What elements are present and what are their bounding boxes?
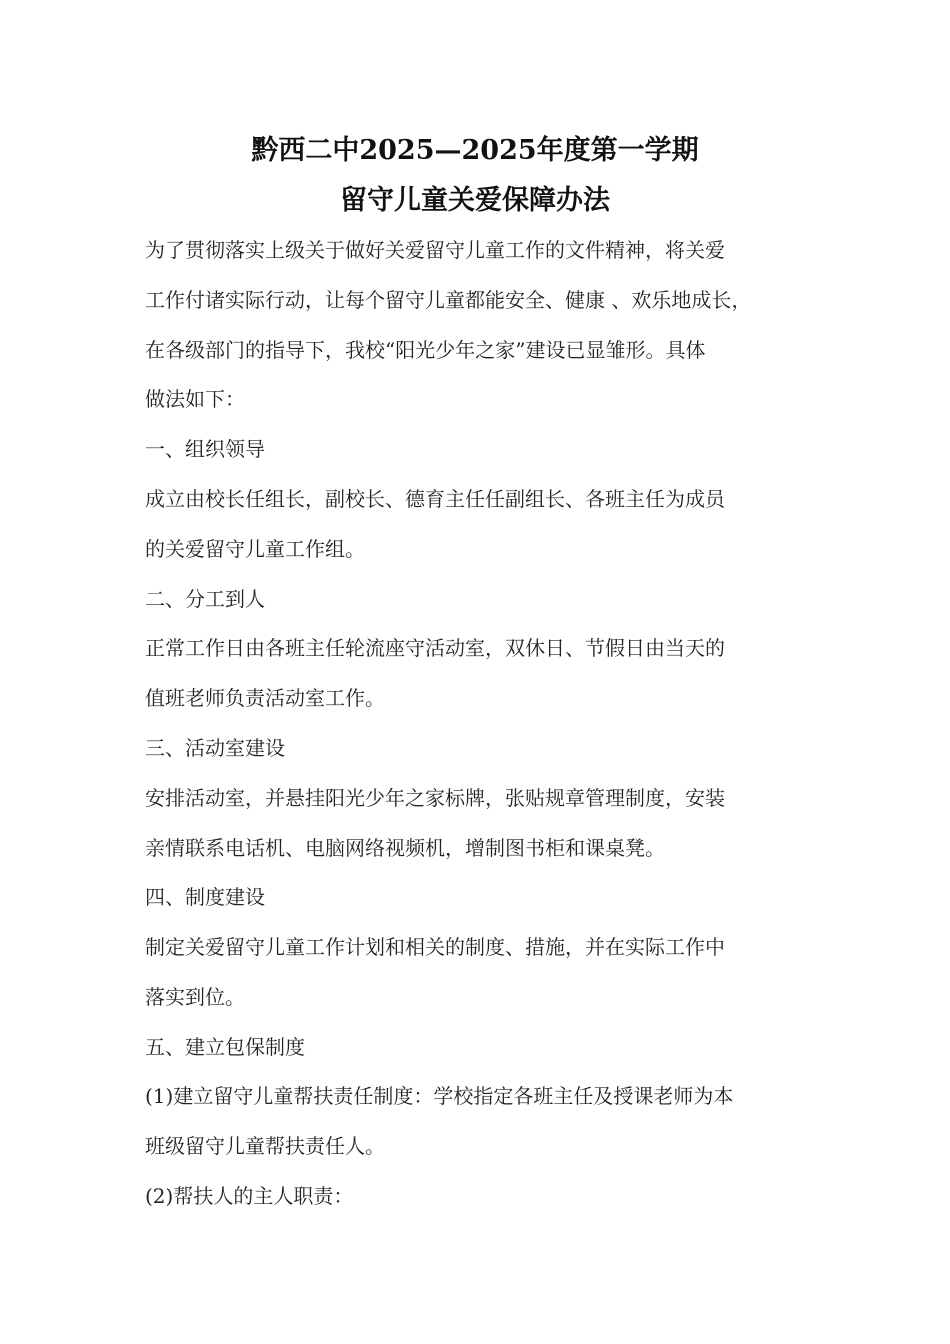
paragraph-system-line-2: 落实到位。: [145, 985, 245, 1009]
paragraph-intro-line-1: 为了贯彻落实上级关于做好关爱留守儿童工作的文件精神，将关爱: [145, 238, 725, 262]
section-heading-division: 二、分工到人: [145, 587, 265, 611]
paragraph-organization-line-2: 的关爱留守儿童工作组。: [145, 537, 365, 561]
paragraph-division-line-1: 正常工作日由各班主任轮流座守活动室，双休日、节假日由当天的: [145, 636, 725, 660]
document-title-line-2: 留守儿童关爱保障办法: [340, 185, 610, 216]
paragraph-activity-room-line-1: 安排活动室，并悬挂阳光少年之家标牌，张贴规章管理制度，安装: [145, 786, 725, 810]
section-heading-organization: 一、组织领导: [145, 437, 265, 461]
section-heading-responsibility: 五、建立包保制度: [145, 1035, 305, 1059]
paragraph-activity-room-line-2: 亲情联系电话机、电脑网络视频机，增制图书柜和课桌凳。: [145, 836, 665, 860]
paragraph-system-line-1: 制定关爱留守儿童工作计划和相关的制度、措施，并在实际工作中: [145, 935, 725, 959]
paragraph-organization-line-1: 成立由校长任组长，副校长、德育主任任副组长、各班主任为成员: [145, 487, 725, 511]
paragraph-intro-line-2: 工作付诸实际行动，让每个留守儿童都能安全、健康 、欢乐地成长，: [145, 288, 752, 312]
section-heading-system: 四、制度建设: [145, 885, 265, 909]
document-title-line-1: 黔西二中2025—2025年度第一学期: [251, 135, 699, 166]
paragraph-responsibility-line-3: (2)帮扶人的主人职责：: [145, 1184, 354, 1208]
paragraph-responsibility-line-2: 班级留守儿童帮扶责任人。: [145, 1134, 385, 1158]
paragraph-intro-line-3: 在各级部门的指导下，我校“阳光少年之家”建设已显雏形。具体: [145, 338, 706, 362]
paragraph-division-line-2: 值班老师负责活动室工作。: [145, 686, 385, 710]
paragraph-responsibility-line-1: (1)建立留守儿童帮扶责任制度：学校指定各班主任及授课老师为本: [145, 1084, 734, 1108]
paragraph-intro-line-4: 做法如下：: [145, 387, 245, 411]
section-heading-activity-room: 三、活动室建设: [145, 736, 285, 760]
